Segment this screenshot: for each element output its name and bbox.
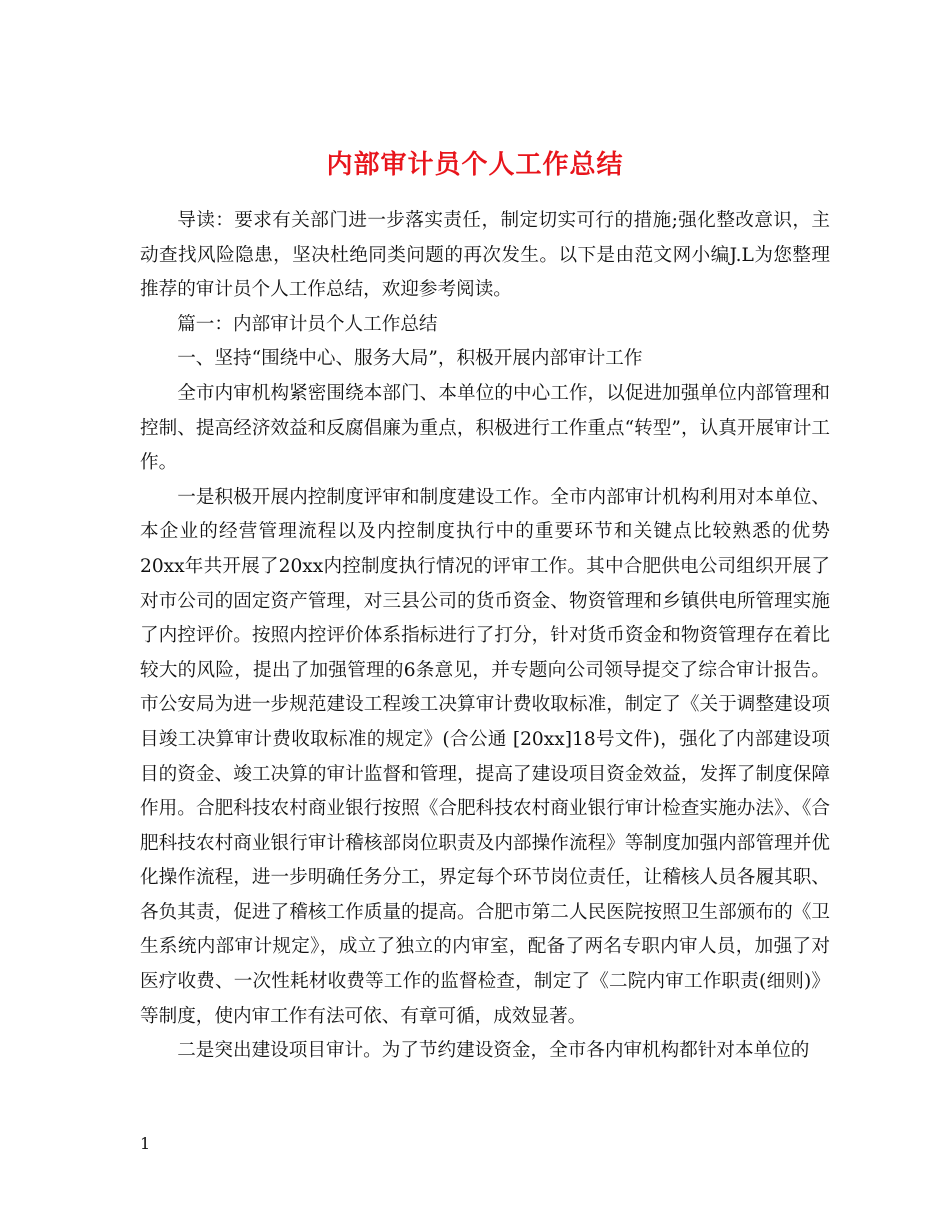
paragraph-overview: 全市内审机构紧密围绕本部门、本单位的中心工作，以促进加强单位内部管理和控制、提高经济效益和反腐倡廉为重点，积极进行工作重点“转型”，认真开展审计工作。 [140, 382, 830, 474]
paragraph-construction-audit: 二是突出建设项目审计。为了节约建设资金，全市各内审机构都针对本单位的 [177, 1040, 810, 1062]
paragraph-internal-control: 一是积极开展内控制度评审和制度建设工作。全市内部审计机构利用对本单位、本企业的经营管理流程以及内控制度执行中的重要环节和关键点比较熟悉的优势20xx年共开展了20xx内控制度执行情况的评审工作。其中合肥供电公司组织开展了对市公司的固定资产管理，对三县公司的货币资金、物资管理和乡镇供电所管理实施了内控评价。按照内控评价体系指标进行了打分，针对货币资金和物资管理存在着比较大的风险，提出了加强管理的6条意见，并专题向公司领导提交了综合审计报告。市公安局为进一步规范建设工程竣工决算审计费收取标准，制定了《关于调整建设项目竣工决算审计费收取标准的规定》(合公通 [20xx]18号文件)，强化了内部建设项目的资金、竣工决算的审计监督和管理，提高了建设项目资金效益，发挥了制度保障作用。合肥科技农村商业银行按照《合肥科技农村商业银行审计检查实施办法》、《合肥科技农村商业银行审计稽核部岗位职责及内部操作流程》等制度加强内部管理并优化操作流程，进一步明确任务分工，界定每个环节岗位责任，让稽核人员各履其职、各负其责，促进了稽核工作质量的提高。合肥市第二人民医院按照卫生部颁布的《卫生系统内部审计规定》，成立了独立的内审室，配备了两名专职内审人员，加强了对医疗收费、一次性耗材收费等工作的监督检查，制定了《二院内审工作职责(细则)》等制度，使内审工作有法可依、有章可循，成效显著。 [140, 486, 830, 1027]
paragraph-intro: 导读：要求有关部门进一步落实责任，制定切实可行的措施;强化整改意识，主动查找风险隐患，坚决杜绝同类问题的再次发生。以下是由范文网小编J.L为您整理推荐的审计员个人工作总结，欢迎参考阅读。 [140, 210, 830, 301]
paragraph-heading-one: 一、坚持“围绕中心、服务大局”，积极开展内部审计工作 [177, 348, 643, 370]
document-body [140, 204, 830, 1069]
document-title: 内部审计员个人工作总结 [326, 150, 624, 181]
paragraph-section-label: 篇一：内部审计员个人工作总结 [177, 313, 438, 335]
page-number: 1 [140, 1134, 151, 1153]
